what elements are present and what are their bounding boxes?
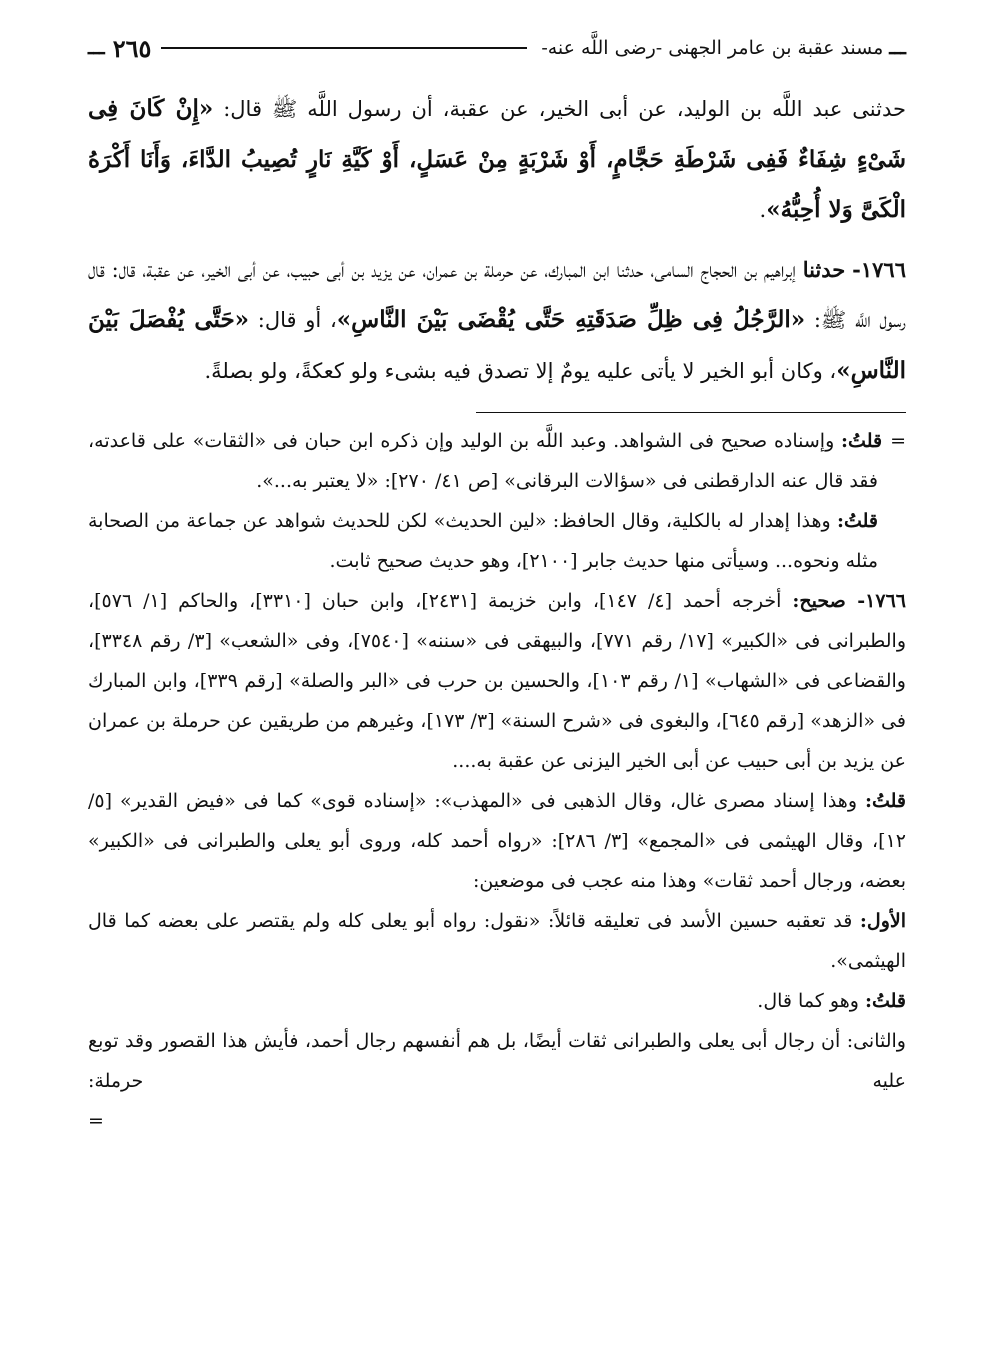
header-dash: ـــ (889, 37, 906, 59)
paragraph-2-text-2: ، وكان أبو الخير لا يأتى عليه يومٌ إلا تصدق فيه بشىء ولو كعكةً، ولو بصلةً. (204, 358, 837, 383)
paragraph-2-mid: ، أو قال: (249, 308, 337, 332)
note-6-text: وهو كما قال. (757, 990, 865, 1012)
note-5-lead: الأول: (859, 910, 906, 932)
note-6-lead: قلتُ: (864, 990, 906, 1012)
running-header (88, 28, 906, 68)
note-2-lead: قلتُ: (836, 510, 878, 532)
paragraph-1-quote: «إِنْ كَانَ فِى شَىْءٍ شِفَاءٌ فَفِى شَرْطَةِ حَجَّامٍ، أَوْ شَرْبَةٍ مِنْ عَسَلٍ، أَوْ كَيَّةِ نَارٍ تُصِيبُ الدَّاءَ، وَأَنَا أَكْرَهُ الْكَىَّ وَلا أُحِبُّهُ» (88, 95, 906, 223)
hadith-number: ١٧٦٦- (852, 256, 906, 282)
page-number: ٢٦٥ (112, 33, 152, 63)
note-5 (88, 901, 906, 981)
footnotes (88, 421, 906, 1141)
paragraph-2-quote-1: «الرَّجُلُ فِى ظِلِّ صَدَقَتِهِ حَتَّى يُقْضَى بَيْنَ النَّاسِ» (336, 306, 806, 333)
note-5-text: قد تعقبه حسين الأسد فى تعليقه قائلاً: «نقول: رواه أبو يعلى كله ولم يقتصر على بعضه كما قال الهيثمى». (88, 910, 906, 972)
note-3-text: أخرجه أحمد [٤/ ١٤٧]، وابن خزيمة [٢٤٣١]، وابن حبان [٣٣١٠]، والحاكم [١/ ٥٧٦]، والطبرانى فى «الكبير» [١٧/ رقم ٧٧١]، والبيهقى فى «سننه» [٧٥٤٠]، وفى «الشعب» [٣/ رقم ٣٣٤٨]، والقضاعى فى «الشهاب» [١/ رقم ١٠٣]، والحسين بن حرب فى «البر والصلة» [رقم ٣٣٩]، وابن المبارك فى «الزهد» [رقم ٦٤٥]، والبغوى فى «شرح السنة» [٣/ ١٧٣]، وغيرهم من طريقين عن حرملة بن عمران عن يزيد بن أبى حبيب عن أبى الخير اليزنى عن عقبة به.... (88, 590, 906, 772)
book-page (88, 28, 906, 1141)
header-title: مسند عقبة بن عامر الجهنى -رضى اللَّه عنه- (541, 37, 884, 59)
note-4 (88, 781, 906, 901)
note-6 (88, 981, 906, 1021)
note-3 (88, 581, 906, 781)
header-rule (161, 47, 527, 49)
note-2 (88, 501, 906, 581)
footnote-separator (476, 412, 906, 413)
note-1-lead: قلتُ: (841, 430, 883, 452)
note-7-text: والثانى: أن رجال أبى يعلى والطبرانى ثقات أيضًا، بل هم أنفسهم رجال أحمد، فأيش هذا القصور وقد توبع عليه حرملة: (88, 1030, 906, 1092)
paragraph-1 (88, 84, 906, 236)
continuation-mark: = (890, 430, 906, 452)
note-1 (88, 421, 906, 501)
note-7 (88, 1021, 906, 1141)
paragraph-2 (88, 245, 906, 397)
note-4-lead: قلتُ: (864, 790, 906, 812)
hadith-lead: حدثنا (802, 256, 846, 282)
note-4-text: وهذا إسناد مصرى غال، وقال الذهبى فى «المهذب»: «إسناده قوى» كما فى «فيض القدير» [٥/ ١٢]، وقال الهيثمى فى «المجمع» [٣/ ٢٨٦]: «رواه أحمد كله، وروى أبو يعلى والطبرانى فى «الكبير» بعضه، ورجال أحمد ثقات» وهذا منه عجب فى موضعين: (88, 790, 906, 892)
paragraph-2-text-1: إبراهيم بن الحجاج السامى، حدثنا ابن المبارك، عن حرملة بن عمران، عن يزيد بن أبى حبيب، عن أبى الخير، عن عقبة، قال: قال رسول اللَّه ﷺ: (88, 257, 906, 332)
header-dash-end: ـــ (88, 37, 105, 59)
note-2-text: وهذا إهدار له بالكلية، وقال الحافظ: «لين الحديث» لكن للحديث شواهد عن جماعة من الصحابة مثله ونحوه... وسيأتى منها حديث جابر [٢١٠٠]، وهو حديث صحيح ثابت. (88, 510, 878, 572)
continued-mark: = (88, 1110, 104, 1132)
paragraph-1-text: حدثنى عبد اللَّه بن الوليد، عن أبى الخير، عن عقبة، أن رسول اللَّه ﷺ قال: (213, 97, 906, 121)
note-3-lead: ١٧٦٦- صحيح: (792, 590, 906, 612)
note-1-text: وإسناده صحيح فى الشواهد. وعبد اللَّه بن الوليد وإن ذكره ابن حبان فى «الثقات» على قاعدته، فقد قال عنه الدارقطنى فى «سؤالات البرقانى» [ص ٤١/ ٢٧٠]: «لا يعتبر به...». (88, 430, 878, 492)
paragraph-1-tail: . (759, 198, 767, 222)
paragraph-2-quote-2: «حَتَّى يُفْصَلَ بَيْنَ النَّاسِ» (88, 306, 906, 384)
main-text (88, 84, 906, 396)
